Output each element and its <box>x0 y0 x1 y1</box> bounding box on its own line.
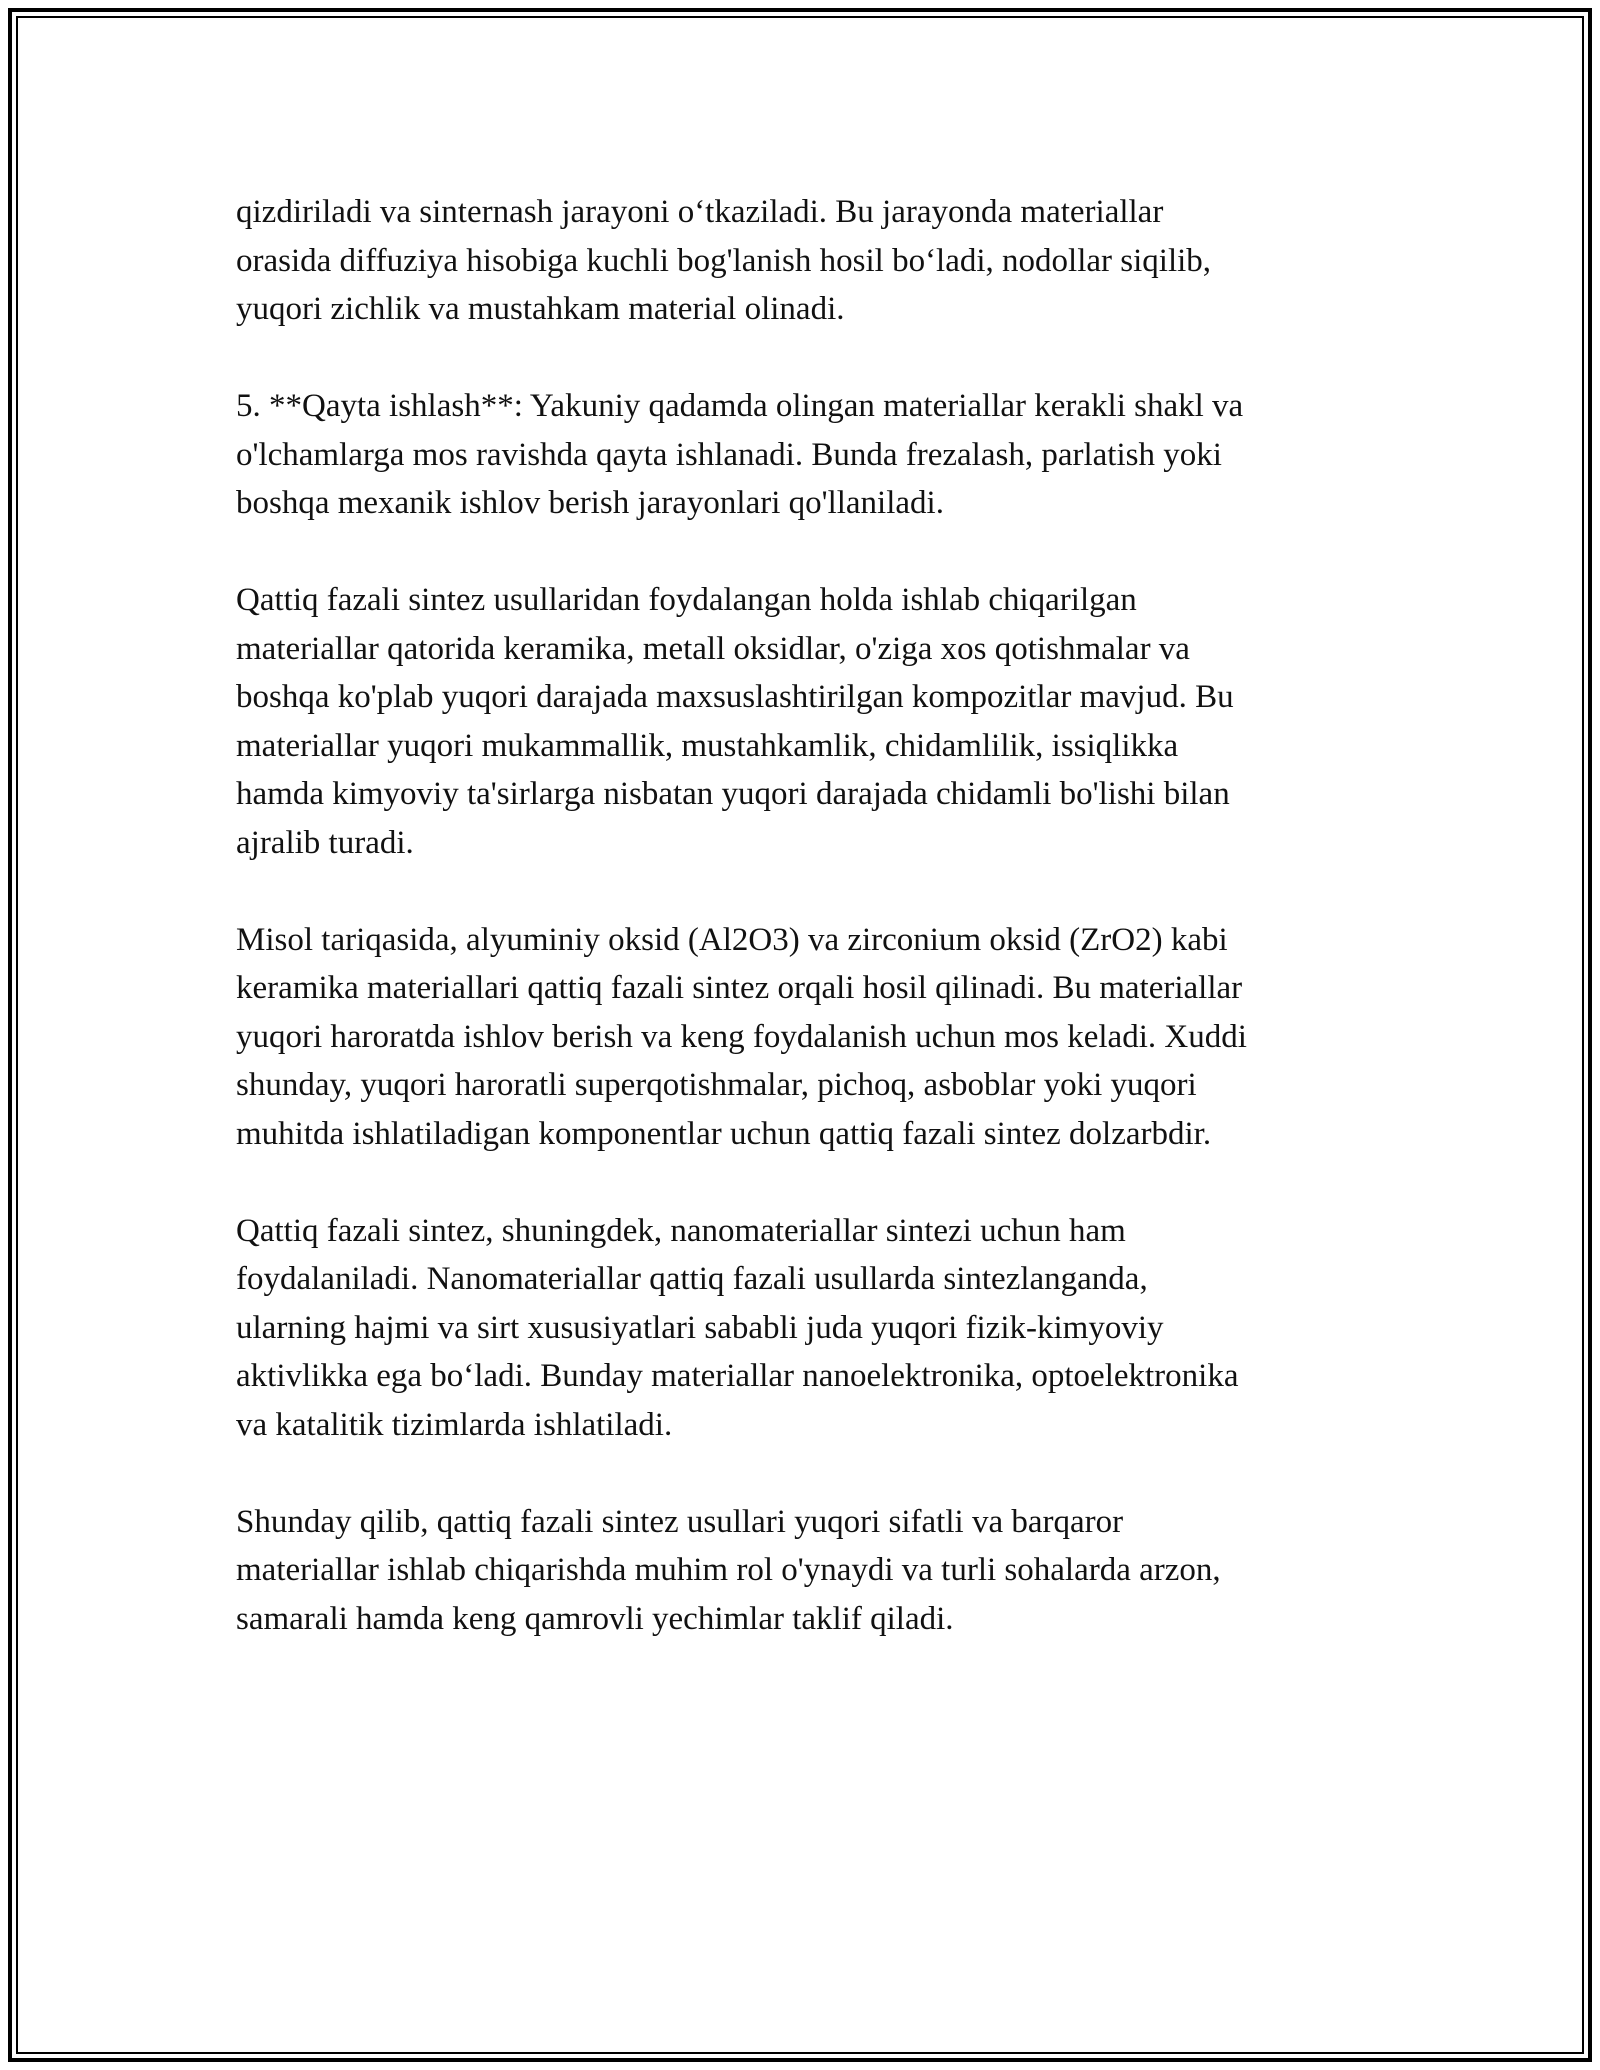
text-line: foydalaniladi. Nanomateriallar qattiq fazali usullarda sintezlanganda, <box>236 1261 1148 1297</box>
paragraph-reprocessing <box>236 382 1386 528</box>
text-line: Qattiq fazali sintez, shuningdek, nanomateriallar sintezi uchun ham <box>236 1212 1126 1249</box>
paragraph-nanomaterials <box>236 1207 1386 1450</box>
text-line: 5. **Qayta ishlash**: Yakuniy qadamda olingan materiallar kerakli shakl va <box>236 388 1244 424</box>
text-line: Misol tariqasida, alyuminiy oksid (Al2O3) va zirconium oksid (ZrO2) kabi <box>236 921 1228 958</box>
paragraph-materials <box>236 576 1386 867</box>
text-line: qizdiriladi va sinternash jarayoni o‘tkaziladi. Bu jarayonda materiallar <box>236 194 1164 230</box>
text-line: aktivlikka ega bo‘ladi. Bunday materiallar nanoelektronika, optoelektronika <box>236 1358 1239 1394</box>
text-line: boshqa mexanik ishlov berish jarayonlari qo'llaniladi. <box>236 485 944 521</box>
paragraph-sintering <box>236 188 1386 334</box>
text-line: samarali hamda keng qamrovli yechimlar taklif qiladi. <box>236 1600 954 1637</box>
text-line: yuqori haroratda ishlov berish va keng foydalanish uchun mos keladi. Xuddi <box>236 1018 1247 1055</box>
text-line: yuqori zichlik va mustahkam material olinadi. <box>236 291 845 327</box>
text-line: materiallar yuqori mukammallik, mustahkamlik, chidamlilik, issiqlikka <box>236 727 1179 764</box>
text-line: boshqa ko'plab yuqori darajada maxsuslashtirilgan kompozitlar mavjud. Bu <box>236 679 1234 715</box>
text-line: materiallar ishlab chiqarishda muhim rol o'ynaydi va turli sohalarda arzon, <box>236 1552 1221 1588</box>
text-line: materiallar qatorida keramika, metall oksidlar, o'ziga xos qotishmalar va <box>236 630 1190 667</box>
text-line: ajralib turadi. <box>236 824 414 861</box>
text-line: o'lchamlarga mos ravishda qayta ishlanadi. Bunda frezalash, parlatish yoki <box>236 436 1222 473</box>
text-line: orasida diffuziya hisobiga kuchli bog'lanish hosil bo‘ladi, nodollar siqilib, <box>236 242 1212 279</box>
paragraph-examples <box>236 916 1386 1159</box>
text-line: shunday, yuqori haroratli superqotishmalar, pichoq, asboblar yoki yuqori <box>236 1067 1197 1103</box>
text-line: ularning hajmi va sirt xususiyatlari sababli juda yuqori fizik-kimyoviy <box>236 1309 1164 1346</box>
document-body <box>236 188 1386 1643</box>
text-line: Qattiq fazali sintez usullaridan foydalangan holda ishlab chiqarilgan <box>236 582 1137 618</box>
text-line: muhitda ishlatiladigan komponentlar uchun qattiq fazali sintez dolzarbdir. <box>236 1115 1212 1152</box>
text-line: hamda kimyoviy ta'sirlarga nisbatan yuqori darajada chidamli bo'lishi bilan <box>236 776 1230 812</box>
paragraph-conclusion <box>236 1498 1386 1644</box>
text-line: va katalitik tizimlarda ishlatiladi. <box>236 1406 673 1443</box>
text-line: keramika materiallari qattiq fazali sintez orqali hosil qilinadi. Bu materiallar <box>236 970 1243 1006</box>
text-line: Shunday qilib, qattiq fazali sintez usullari yuqori sifatli va barqaror <box>236 1503 1124 1540</box>
